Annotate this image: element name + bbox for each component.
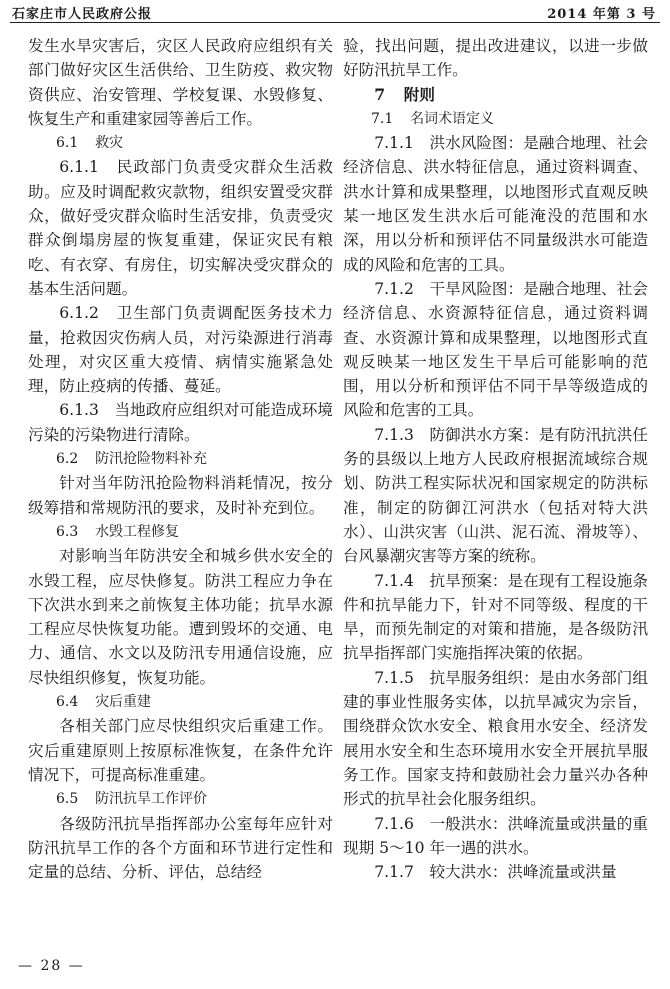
section-heading [343,83,648,107]
section-subheading [28,787,333,811]
section-subheading [28,690,333,714]
section-subheading [343,107,648,131]
section-title: 灾后重建 [95,694,152,711]
section-number: 6.2 [56,451,79,468]
issue-number: 2014 年第 3 号 [547,7,656,22]
paragraph: 6.1.1 民政部门负责受灾群众生活救助。应及时调配救灾款物，组织安置受灾群众，做好受灾群众临时生活安排，负责受灾群众倒塌房屋的恢复重建，保证灾民有粮吃、有衣穿、有房住，切实解决受灾群众的基本生活问题。 [28,158,333,298]
paragraph: 对影响当年防洪安全和城乡供水安全的水毁工程，应尽快修复。防洪工程应力争在下次洪水到来之前恢复主体功能；抗旱水源工程应尽快恢复功能。遭到毁坏的交通、电力、通信、水文以及防汛专用通信设施，应尽快组织修复，恢复功能。 [28,547,333,687]
paragraph: 6.1.3 当地政府应组织对可能造成环境污染的污染物进行清除。 [28,401,333,444]
section-number: 7.1 [371,110,394,127]
paragraph: 7.1.6 一般洪水：洪峰流量或洪量的重现期 5～10 年一遇的洪水。 [343,814,648,857]
paragraph: 针对当年防汛抢险物料消耗情况，按分级筹措和常规防汛的要求，及时补充到位。 [28,474,333,517]
paragraph: 7.1.2 干旱风险图：是融合地理、社会经济信息、水资源特征信息，通过资料调查、水资源计算和成果整理，以地图形式直观反映某一地区发生干旱后可能影响的范围，用以分析和预评估不同干旱等级造成的风险和危害的工具。 [343,279,648,420]
paragraph-continuation: 发生水旱灾害后，灾区人民政府应组织有关部门做好灾区生活供给、卫生防疫、救灾物资供应、治安管理、学校复课、水毁修复、恢复生产和重建家园等善后工作。 [28,37,333,128]
paragraph: 7.1.3 防御洪水方案：是有防汛抗洪任务的县级以上地方人民政府根据流域综合规划、防洪工程实际状况和国家规定的防洪标准，制定的防御江河洪水（包括对特大洪水）、山洪灾害（山洪、泥石流、滑坡等）、台风暴潮灾害等方案的统称。 [343,425,648,566]
paragraph: 各相关部门应尽快组织灾后重建工作。灾后重建原则上按原标准恢复，在条件允许情况下，可提高标准重建。 [28,717,333,784]
paragraph: 6.1.2 卫生部门负责调配医务技术力量，抢救因灾伤病人员，对污染源进行消毒处理，对灾区重大疫情、病情实施紧急处理，防止疫病的传播、蔓延。 [28,304,333,396]
paragraph: 7.1.5 抗旱服务组织：是由水务部门组建的事业性服务实体，以抗旱减灾为宗旨，围绕群众饮水安全、粮食用水安全、经济发展用水安全和生态环境用水安全开展抗旱服务工作。国家支持和鼓励社会力量兴办各种形式的抗旱社会化服务组织。 [343,668,648,809]
paragraph: 7.1.4 抗旱预案：是在现有工程设施条件和抗旱能力下，针对不同等级、程度的干旱，而预先制定的对策和措施，是各级防汛抗旱指挥部门实施指挥决策的依据。 [343,571,648,663]
section-title: 救灾 [95,135,124,152]
paragraph: 7.1.1 洪水风险图：是融合地理、社会经济信息、洪水特征信息，通过资料调查、洪水计算和成果整理，以地图形式直观反映某一地区发生洪水后可能淹没的范围和水深，用以分析和预评估不同量级洪水可能造成的风险和危害的工具。 [343,134,648,274]
section-subheading [28,131,333,155]
section-number: 6.3 [56,523,79,540]
section-title: 水毁工程修复 [95,523,180,540]
section-title: 附则 [403,84,435,104]
section-title: 防汛抗旱工作评价 [95,791,208,808]
paragraph-continuation: 验，找出问题，提出改进建议，以进一步做好防汛抗旱工作。 [343,37,648,80]
paragraph: 7.1.7 较大洪水：洪峰流量或洪量 [374,863,617,882]
section-number: 6.5 [56,791,79,808]
section-subheading [28,520,333,544]
section-number: 6.4 [56,694,79,711]
paragraph: 各级防汛抗旱指挥部办公室每年应针对防汛抗旱工作的各个方面和环节进行定性和定量的总结、分析、评估，总结经 [28,814,333,882]
section-subheading [28,447,333,471]
header-divider [10,22,660,23]
section-number: 6.1 [56,135,79,152]
section-title: 防汛抢险物料补充 [95,451,208,468]
left-column [28,34,333,884]
section-number: 7 [374,84,386,104]
right-column [343,34,648,884]
journal-title: 石家庄市人民政府公报 [12,7,153,22]
page-number: — 28 — [18,958,85,974]
section-title: 名词术语定义 [410,110,495,127]
